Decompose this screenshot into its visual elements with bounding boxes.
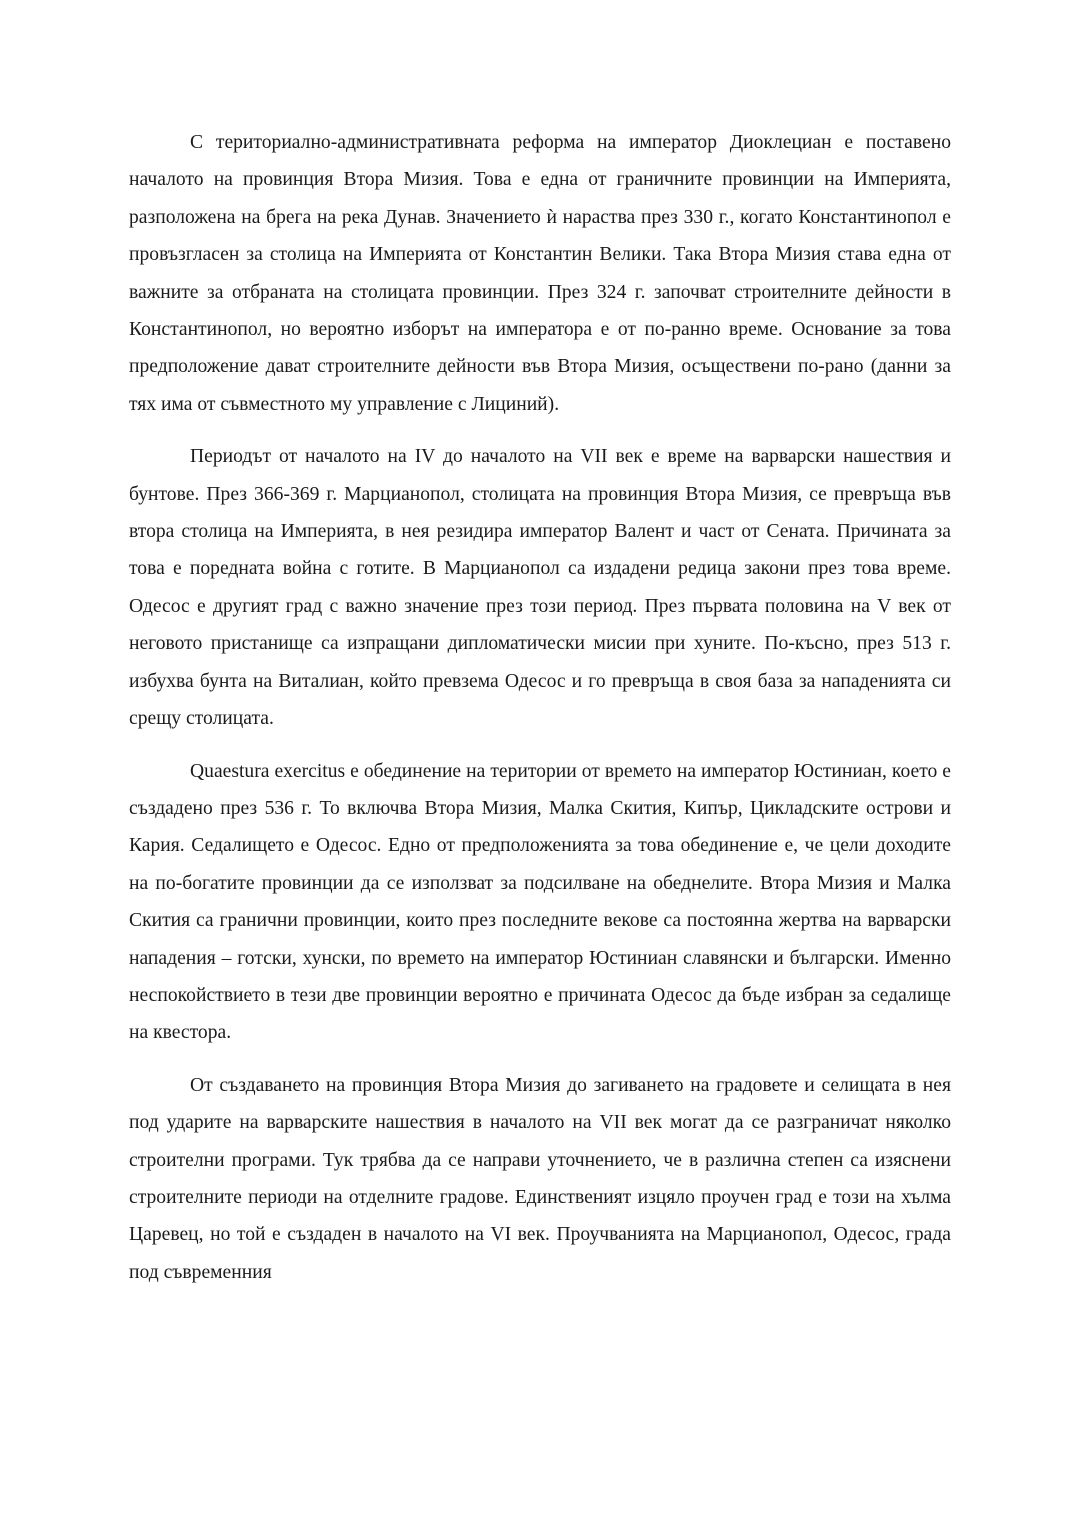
paragraph-3: Quaestura exercitus е обединение на територии от времето на император Юстиниан, което е създадено през 536 г. То включва Втора Мизия, Малка Скития, Кипър, Цикладските острови и Кария. Седалището е Одесос. Едно от предположенията за това обединение е, че цели доходите на по-богатите провинции да се използват за подсилване на обеднелите. Втора Мизия и Малка Скития са гранични провинции, които през последните векове са постоянна жертва на варварски нападения – готски, хунски, по времето на император Юстиниан славянски и български. Именно неспокойствието в тези две провинции вероятно е причината Одесос да бъде избран за седалище на квестора.: [129, 760, 951, 1044]
paragraph-2: Периодът от началото на IV до началото на VII век е време на варварски нашествия и бунтове. През 366-369 г. Марцианопол, столицата на провинция Втора Мизия, се превръща във втора столица на Империята, в нея резидира император Валент и част от Сената. Причината за това е поредната война с готите. В Марцианопол са издадени редица закони през това време. Одесос е другият град с важно значение през този период. През първата половина на V век от неговото пристанище са изпращани дипломатически мисии при хуните. По-късно, през 513 г. избухва бунта на Виталиан, който превзема Одесос и го превръща в своя база за нападенията си срещу столицата.: [129, 446, 951, 730]
paragraph-4: От създаването на провинция Втора Мизия до загиването на градовете и селищата в нея под ударите на варварските нашествия в началото на VII век могат да се разграничат няколко строителни програми. Тук трябва да се направи уточнението, че в различна степен са изяснени строителните периоди на отделните градове. Единственият изцяло проучен град е този на хълма Царевец, но той е създаден в началото на VI век. Проучванията на Марцианопол, Одесос, града под съвременния: [129, 1074, 951, 1283]
document-body: [129, 124, 951, 1291]
paragraph-1: С териториално-административната реформа на император Диоклециан е поставено началото на провинция Втора Мизия. Това е една от граничните провинции на Империята, разположена на брега на река Дунав. Значението ѝ нараства през 330 г., когато Константинопол е провъзгласен за столица на Империята от Константин Велики. Така Втора Мизия става една от важните за отбраната на столицата провинции. През 324 г. започват строителните дейности в Константинопол, но вероятно изборът на императора е от по-ранно време. Основание за това предположение дават строителните дейности във Втора Мизия, осъществени по-рано (данни за тях има от съвместното му управление с Лициний).: [129, 132, 951, 415]
